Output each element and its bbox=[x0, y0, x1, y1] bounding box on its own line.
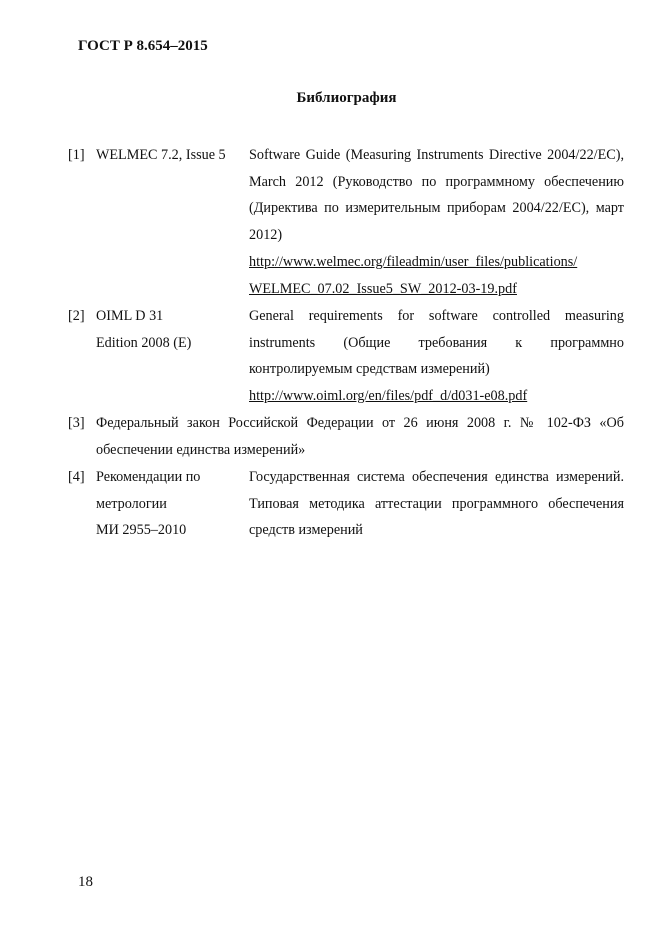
bibliography-entry-1 bbox=[68, 142, 624, 302]
entry-link-line-2[interactable]: WELMEC_07.02_Issue5_SW_2012-03-19.pdf bbox=[249, 280, 517, 297]
entry-number: [3] bbox=[68, 415, 85, 431]
entry-number: [4] bbox=[68, 469, 85, 485]
entry-source-line: Рекомендации по bbox=[96, 469, 201, 485]
page-title: Библиография bbox=[296, 90, 397, 106]
entry-source-line: МИ 2955–2010 bbox=[96, 522, 187, 539]
entry-description-text: General requirements for software controlled measuring instruments (Общие требования к программно контролируемым средствам измерений) bbox=[249, 308, 624, 378]
entry-text: Федеральный закон Российской Федерации от 26 июня 2008 г. № 102-ФЗ «Об обеспечении единства измерений» bbox=[96, 415, 624, 458]
entry-source bbox=[96, 303, 246, 356]
bibliography-entry-4 bbox=[68, 464, 624, 544]
page-number: 18 bbox=[78, 874, 93, 890]
entry-number: [2] bbox=[68, 308, 85, 324]
entry-description-text: Software Guide (Measuring Instruments Directive 2004/22/EC), March 2012 (Руководство по программному обеспечению (Директива по измерительным приборам 2004/22/EC), март 2012) bbox=[249, 147, 624, 244]
document-code: ГОСТ Р 8.654–2015 bbox=[78, 38, 208, 54]
entry-source bbox=[96, 464, 246, 544]
entry-source-line: Edition 2008 (E) bbox=[96, 334, 192, 351]
entry-link-line-1[interactable]: http://www.welmec.org/fileadmin/user_files/publications/ bbox=[249, 253, 578, 270]
entry-source-line: OIML D 31 bbox=[96, 308, 164, 324]
entry-description bbox=[249, 142, 624, 302]
entry-link[interactable]: http://www.oiml.org/en/files/pdf_d/d031-e08.pdf bbox=[249, 388, 528, 405]
entry-description bbox=[249, 303, 624, 410]
entry-source: WELMEC 7.2, Issue 5 bbox=[96, 147, 226, 163]
entry-number: [1] bbox=[68, 147, 85, 163]
entry-description: Государственная система обеспечения единства измерений. Типовая методика аттестации программного обеспечения средств измерений bbox=[249, 469, 624, 539]
bibliography-entry-3 bbox=[68, 410, 624, 464]
entry-source-line: метрологии bbox=[96, 495, 167, 512]
bibliography-entry-2 bbox=[68, 303, 624, 410]
